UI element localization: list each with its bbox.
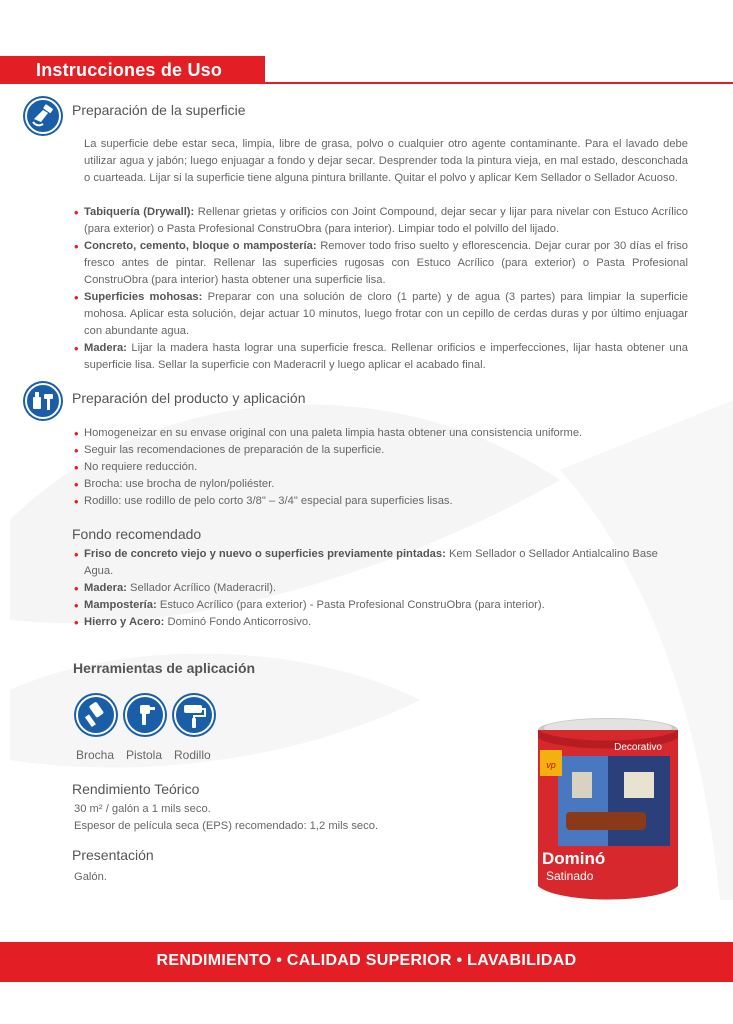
brand-logo-text: vp (546, 760, 556, 770)
roller-icon (174, 695, 214, 735)
product-finish: Satinado (546, 869, 594, 883)
presentacion-value: Galón. (74, 871, 107, 883)
rendimiento-line1: 30 m² / galón a 1 mils seco. (74, 803, 211, 815)
list-item: • Mampostería: Estuco Acrílico (para exterior) - Pasta Profesional ConstruObra (para interior). (74, 597, 688, 614)
list-item: • Concreto, cemento, bloque o mampostería: Remover todo friso suelto y eflorescencia. Dejar curar por 30 días el friso fresco antes de pintar. Rellenar las superficies rugosas con Estuco Acrílico (para exterior) o Pasta Profesional ConstruObra (para interior) hasta obtener una superficie lisa. (74, 238, 688, 289)
list-item: • Superficies mohosas: Preparar con una solución de cloro (1 parte) y de agua (3 partes) para limpiar la superficie mohosa. Aplicar esta solución, dejar actuar 10 minutos, luego frotar con un cepillo de cerdas duras y por último enjuagar con abundante agua. (74, 289, 688, 340)
page-title: Instrucciones de Uso (36, 60, 223, 80)
fondo-title: Fondo recomendado (72, 526, 202, 542)
tools-icon (27, 385, 59, 417)
list-item: • Rodillo: use rodillo de pelo corto 3/8" – 3/4" especial para superficies lisas. (74, 493, 688, 510)
footer-tagline: RENDIMIENTO • CALIDAD SUPERIOR • LAVABILIDAD (156, 952, 577, 969)
surface-intro-paragraph: La superficie debe estar seca, limpia, libre de grasa, polvo o cualquier otro agente contaminante. Para el lavado debe utilizar agua y jabón; luego enjuagar a fondo y dejar secar. Desprender toda la pintura vieja, en mal estado, desconchada o cuarteada. Lijar si la superficie tiene alguna pintura brillante. Quitar el polvo y aplicar Kem Sellador o Sellador Acuoso. (84, 138, 688, 184)
product-prep-list (74, 425, 688, 510)
product-prep-icon (25, 383, 61, 419)
section-title-product: Preparación del producto y aplicación (72, 390, 306, 406)
list-item: • Madera: Lijar la madera hasta lograr una superficie fresca. Rellenar orificios e imperfecciones, lijar hasta obtener una superficie lisa. Sellar la superficie con Maderacril y luego aplicar el acabado final. (74, 340, 688, 374)
surface-prep-list (74, 204, 688, 374)
brush-icon (76, 695, 116, 735)
list-item: • Brocha: use brocha de nylon/poliéster. (74, 476, 688, 493)
tools-title: Herramientas de aplicación (73, 660, 256, 676)
tool-label-rodillo: Rodillo (174, 748, 211, 762)
list-item: • Seguir las recomendaciones de preparación de la superficie. (74, 442, 688, 459)
list-item: • Hierro y Acero: Dominó Fondo Anticorrosivo. (74, 614, 688, 631)
product-name: Dominó (542, 849, 606, 868)
spray-gun-icon (125, 695, 165, 735)
rendimiento-title: Rendimiento Teórico (72, 781, 200, 797)
list-item: • No requiere reducción. (74, 459, 688, 476)
list-item: • Friso de concreto viejo y nuevo o superficies previamente pintadas: Kem Sellador o Sellador Antialcalino Base Agua. (74, 546, 688, 580)
tool-label-brocha: Brocha (76, 748, 115, 762)
list-item: • Tabiquería (Drywall): Rellenar grietas y orificios con Joint Compound, dejar secar y lijar para nivelar con Estuco Acrílico (para exterior) o Pasta Profesional ConstruObra (para interior). Limpiar todo el polvillo del lijado. (74, 204, 688, 238)
list-item: • Homogeneizar en su envase original con una paleta limpia hasta obtener una consistencia uniforme. (74, 425, 688, 442)
presentacion-title: Presentación (72, 847, 154, 863)
hand-brush-icon (27, 100, 59, 132)
section-title-surface: Preparación de la superficie (72, 102, 246, 118)
surface-prep-icon (25, 98, 61, 134)
rendimiento-line2: Espesor de película seca (EPS) recomendado: 1,2 mils seco. (74, 820, 379, 832)
paint-can-image (528, 716, 688, 906)
header-rule (265, 82, 733, 84)
fondo-list (74, 546, 688, 631)
tool-label-pistola: Pistola (126, 748, 163, 762)
list-item: • Madera: Sellador Acrílico (Maderacril). (74, 580, 688, 597)
product-brand: Decorativo (614, 742, 662, 753)
